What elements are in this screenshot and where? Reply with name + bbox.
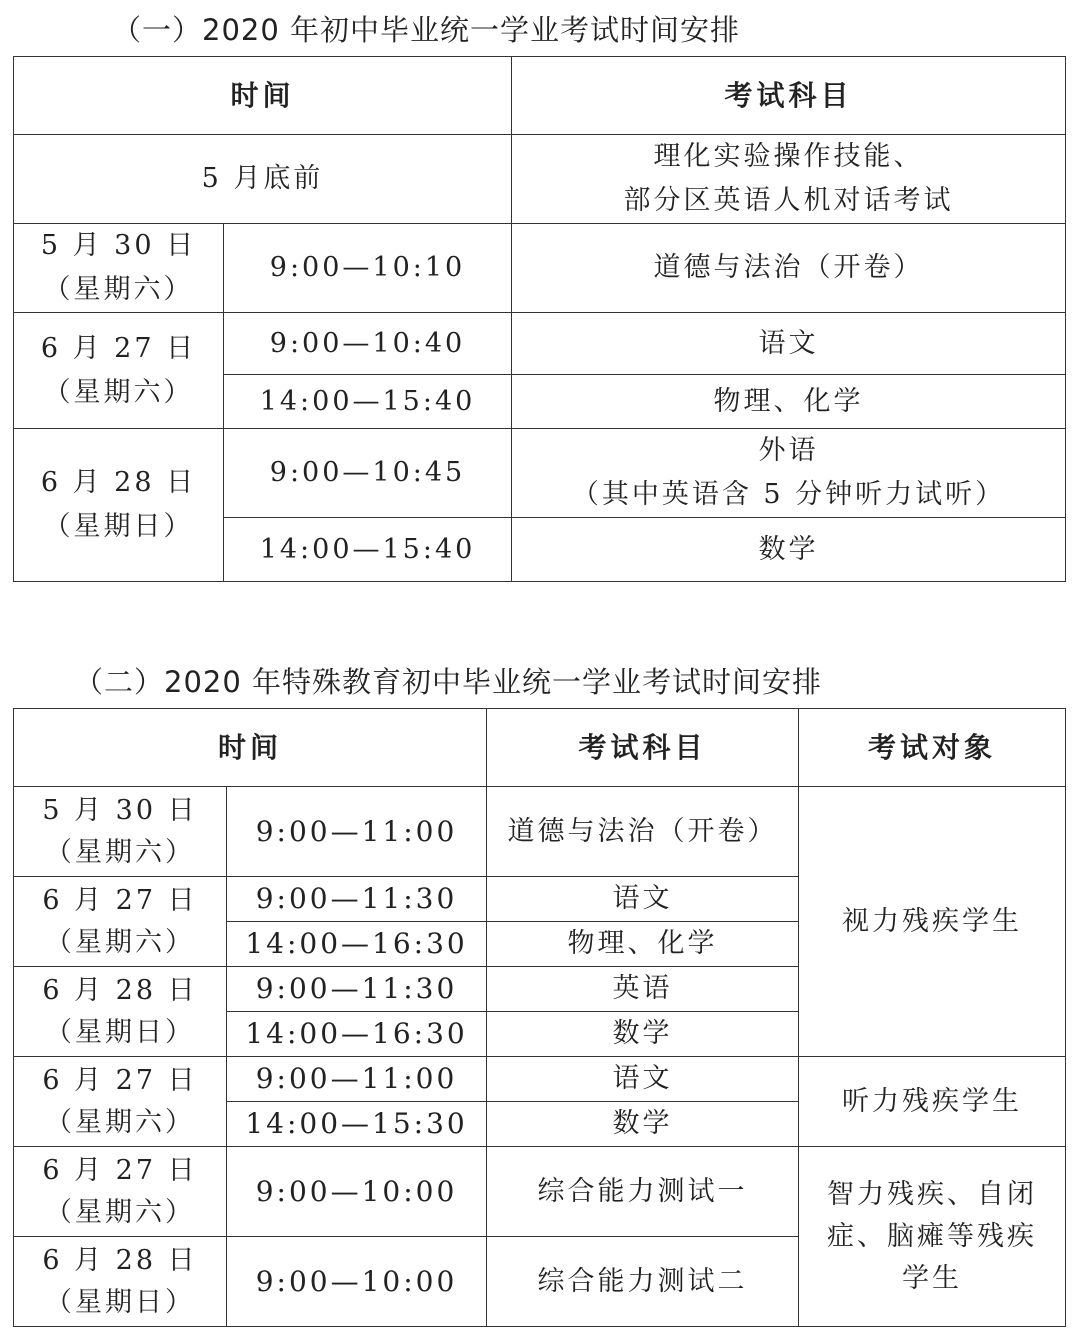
time-cell: 9:00—11:30 bbox=[227, 967, 487, 1012]
time-cell: 14:00—16:30 bbox=[227, 1012, 487, 1057]
target-cell: 视力残疾学生 bbox=[799, 787, 1066, 1057]
time-cell: 14:00—15:30 bbox=[227, 1102, 487, 1147]
time-cell: 9:00—11:00 bbox=[227, 1057, 487, 1102]
header-time: 时间 bbox=[14, 57, 512, 135]
table-row bbox=[14, 224, 1066, 313]
weekday-label: （星期六） bbox=[45, 926, 195, 958]
pre-exam-time: 5 月底前 bbox=[14, 135, 512, 224]
target-cell: 听力残疾学生 bbox=[799, 1057, 1066, 1147]
table-header-row bbox=[14, 709, 1066, 787]
subject-cell: 综合能力测试二 bbox=[487, 1237, 799, 1327]
weekday-label: （星期六） bbox=[45, 836, 195, 868]
time-cell: 9:00—10:45 bbox=[224, 429, 512, 518]
header-time: 时间 bbox=[14, 709, 487, 787]
date-cell bbox=[14, 313, 224, 429]
target-cell: 智力残疾、自闭症、脑瘫等残疾学生 bbox=[799, 1147, 1066, 1327]
subject-line: 理化实验操作技能、 bbox=[653, 141, 924, 172]
date-label: 6 月 27 日 bbox=[42, 884, 198, 916]
table-row bbox=[14, 1147, 1066, 1237]
time-cell: 9:00—11:00 bbox=[227, 787, 487, 877]
date-cell bbox=[14, 1057, 227, 1147]
date-label: 6 月 28 日 bbox=[42, 1244, 198, 1276]
header-target: 考试对象 bbox=[799, 709, 1066, 787]
subject-cell: 物理、化学 bbox=[512, 375, 1066, 429]
date-label: 6 月 28 日 bbox=[40, 467, 197, 498]
time-cell: 9:00—10:10 bbox=[224, 224, 512, 313]
section-title-1: （一）2020 年初中毕业统一学业考试时间安排 bbox=[112, 13, 741, 47]
header-subject: 考试科目 bbox=[512, 57, 1066, 135]
weekday-label: （星期六） bbox=[45, 1196, 195, 1228]
subject-cell: 数学 bbox=[487, 1012, 799, 1057]
subject-cell: 道德与法治（开卷） bbox=[512, 224, 1066, 313]
exam-schedule-table-1 bbox=[13, 56, 1066, 582]
date-label: 5 月 30 日 bbox=[40, 230, 197, 261]
subject-line: 部分区英语人机对话考试 bbox=[623, 185, 954, 216]
subject-cell: 综合能力测试一 bbox=[487, 1147, 799, 1237]
table-header-row bbox=[14, 57, 1066, 135]
weekday-label: （星期六） bbox=[43, 274, 194, 305]
subject-line: 外语 bbox=[758, 435, 819, 466]
date-cell bbox=[14, 1237, 227, 1327]
time-cell: 9:00—10:00 bbox=[227, 1237, 487, 1327]
date-cell bbox=[14, 224, 224, 313]
date-cell bbox=[14, 429, 224, 582]
exam-schedule-table-2 bbox=[13, 708, 1066, 1327]
table-row bbox=[14, 429, 1066, 518]
subject-cell bbox=[512, 429, 1066, 518]
subject-cell: 英语 bbox=[487, 967, 799, 1012]
subject-cell: 物理、化学 bbox=[487, 922, 799, 967]
subject-cell: 数学 bbox=[487, 1102, 799, 1147]
subject-note: （其中英语含 5 分钟听力试听） bbox=[571, 479, 1006, 510]
weekday-label: （星期日） bbox=[45, 1016, 195, 1048]
time-cell: 9:00—11:30 bbox=[227, 877, 487, 922]
date-cell bbox=[14, 1147, 227, 1237]
date-label: 5 月 30 日 bbox=[42, 794, 198, 826]
subject-cell: 语文 bbox=[487, 877, 799, 922]
weekday-label: （星期日） bbox=[45, 1286, 195, 1318]
date-cell bbox=[14, 787, 227, 877]
date-label: 6 月 27 日 bbox=[40, 332, 197, 364]
subject-cell: 语文 bbox=[487, 1057, 799, 1102]
header-subject: 考试科目 bbox=[487, 709, 799, 787]
time-cell: 14:00—15:40 bbox=[224, 375, 512, 429]
time-cell: 9:00—10:40 bbox=[224, 313, 512, 375]
time-cell: 14:00—16:30 bbox=[227, 922, 487, 967]
pre-exam-subject bbox=[512, 135, 1066, 224]
subject-cell: 语文 bbox=[512, 313, 1066, 375]
subject-cell: 数学 bbox=[512, 518, 1066, 582]
date-label: 6 月 27 日 bbox=[42, 1064, 198, 1096]
weekday-label: （星期六） bbox=[43, 376, 194, 408]
date-label: 6 月 27 日 bbox=[42, 1154, 198, 1186]
date-cell bbox=[14, 877, 227, 967]
weekday-label: （星期日） bbox=[43, 511, 194, 542]
date-cell bbox=[14, 967, 227, 1057]
table-row bbox=[14, 135, 1066, 224]
section-title-2: （二）2020 年特殊教育初中毕业统一学业考试时间安排 bbox=[74, 665, 823, 699]
time-cell: 14:00—15:40 bbox=[224, 518, 512, 582]
weekday-label: （星期六） bbox=[45, 1106, 195, 1138]
table-row bbox=[14, 1057, 1066, 1102]
date-label: 6 月 28 日 bbox=[42, 974, 198, 1006]
table-row bbox=[14, 313, 1066, 375]
time-cell: 9:00—10:00 bbox=[227, 1147, 487, 1237]
table-row bbox=[14, 787, 1066, 877]
subject-cell: 道德与法治（开卷） bbox=[487, 787, 799, 877]
